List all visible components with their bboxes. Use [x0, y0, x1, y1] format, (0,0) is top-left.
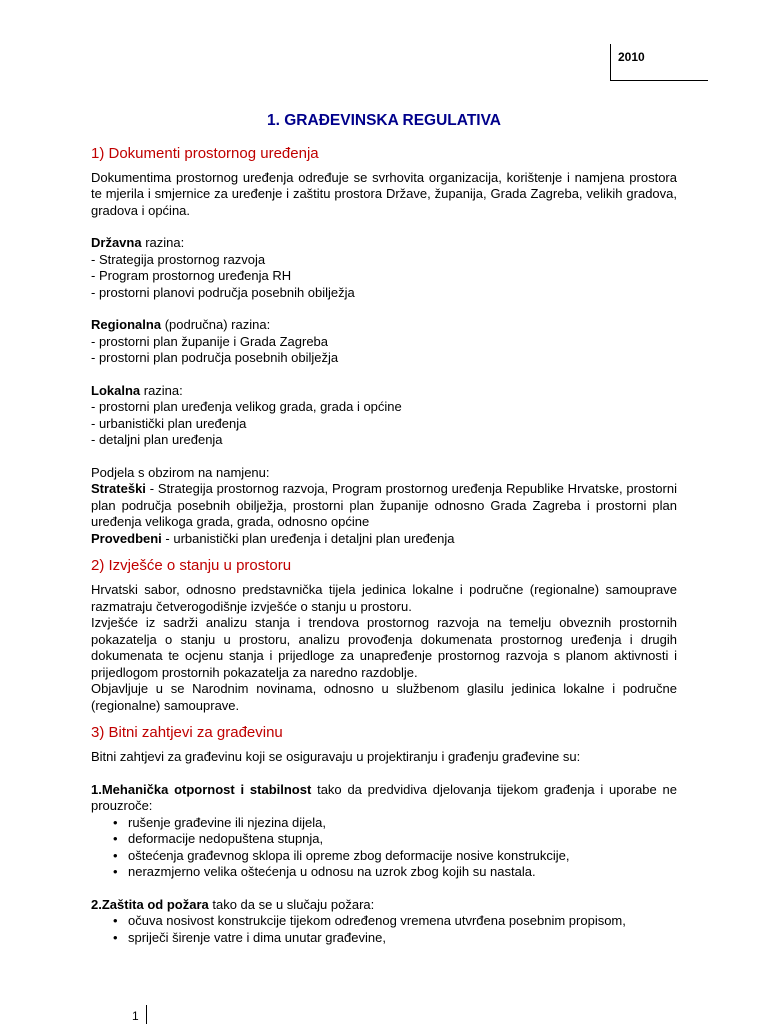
list-item: • deformacije nedopuštena stupnja, — [113, 831, 677, 848]
requirement-2-list — [91, 913, 677, 946]
list-item: - Strategija prostornog razvoja — [91, 251, 266, 267]
provedbeni-text: - urbanistički plan uređenja i detaljni plan uređenja — [161, 530, 455, 546]
list-item: • rušenje građevine ili njezina dijela, — [113, 815, 677, 832]
section2-paragraph-1: Hrvatski sabor, odnosno predstavnička tijela jedinica lokalne i područne (regionalne) samouprave razmatraju četverogodišnje izvješće o stanju u prostoru. — [91, 582, 677, 614]
drzavna-rest: razina: — [141, 235, 185, 250]
strateski-text: - Strategija prostornog razvoja, Program prostornog uređenja Republike Hrvatske, prostorni plan područja posebnih obilježja, prostorni plan županije odnosno Grada Zagreba i prostorni plan uređenja velikoga grada, grada, odnosno općine — [91, 481, 677, 529]
regionalna-rest: (područna) razina: — [161, 317, 271, 332]
requirement-1-text: tako da predvidiva djelovanja tijekom građenja i uporabe ne prouzroče: — [91, 781, 677, 813]
requirement-1 — [91, 782, 677, 815]
requirement-2-text: tako da se u slučaju požara: — [208, 896, 375, 912]
strateski-bold: Strateški — [91, 481, 146, 496]
requirement-2 — [91, 897, 677, 914]
header-vertical-rule — [610, 44, 611, 80]
list-item: • nerazmjerno velika oštećenja u odnosu na uzrok zbog kojih su nastala. — [113, 864, 677, 881]
list-item: - prostorni plan županije i Grada Zagreba — [91, 333, 329, 349]
list-item: - Program prostornog uređenja RH — [91, 268, 292, 283]
header-year: 2010 — [618, 50, 645, 64]
lokalna-bold: Lokalna — [91, 382, 141, 398]
list-item: - detaljni plan uređenja — [91, 432, 223, 447]
document-body — [91, 113, 677, 946]
regionalna-label — [91, 317, 677, 334]
list-item: - prostorni plan uređenja velikog grada, grada i općine — [91, 399, 402, 414]
section-heading-3: 3) Bitni zahtjevi za građevinu — [91, 724, 283, 741]
requirement-1-bold: 1.Mehanička otpornost i stabilnost — [91, 781, 312, 797]
regionalna-bold: Regionalna — [91, 317, 162, 332]
lokalna-rest: razina: — [140, 382, 183, 398]
list-item: • spriječi širenje vatre i dima unutar građevine, — [113, 930, 677, 947]
lokalna-label — [91, 383, 677, 400]
podjela-label: Podjela s obzirom na namjenu: — [91, 464, 270, 480]
list-item: • očuva nosivost konstrukcije tijekom određenog vremena utvrđena posebnim propisom, — [113, 913, 677, 930]
list-item: • oštećenja građevnog sklopa ili opreme zbog deformacije nosive konstrukcije, — [113, 848, 677, 865]
provedbeni-bold: Provedbeni — [91, 530, 162, 546]
drzavna-bold: Državna — [91, 235, 142, 250]
strateski-paragraph — [91, 481, 677, 531]
requirement-2-bold: 2.Zaštita od požara — [91, 896, 209, 912]
section2-paragraph-3: Objavljuje u se Narodnim novinama, odnosno u službenom glasilu jedinica lokalne i područne (regionalne) samouprave. — [91, 681, 677, 713]
section-heading-2: 2) Izvješće o stanju u prostoru — [91, 557, 292, 574]
section1-intro: Dokumentima prostornog uređenja određuje se svrhovita organizacija, korištenje i namjena prostora te mjerila i smjernice za uređenje i zaštitu prostora Države, županija, Grada Zagreba, velikih gradova, gradova i općina. — [91, 169, 677, 218]
drzavna-label — [91, 235, 677, 252]
list-item: - urbanistički plan uređenja — [91, 415, 247, 431]
section3-intro: Bitni zahtjevi za građevinu koji se osiguravaju u projektiranju i građenju građevine su: — [91, 749, 581, 764]
header-horizontal-rule — [610, 80, 708, 81]
list-item: - prostorni plan područja posebnih obilježja — [91, 350, 339, 365]
provedbeni-paragraph — [91, 531, 677, 548]
footer-vertical-rule — [146, 1005, 147, 1024]
section-heading-1: 1) Dokumenti prostornog uređenja — [91, 144, 319, 162]
document-title: 1. GRAĐEVINSKA REGULATIVA — [267, 112, 501, 129]
list-item: - prostorni planovi područja posebnih obilježja — [91, 284, 355, 300]
section2-paragraph-2: Izvješće iz sadrži analizu stanja i trendova prostornog razvoja na temelju obveznih prostornih pokazatelja o stanju u prostoru, analizu provođenja dokumenata prostornog uređenja i drugih dokumenata te ocjenu stanja i prijedloge za unapređenje prostornog razvoja s planom aktivnosti i prijedlogom prostornih pokazatelja za naredno razdoblje. — [91, 615, 677, 680]
requirement-1-list — [91, 815, 677, 881]
page-number: 1 — [132, 1009, 139, 1023]
